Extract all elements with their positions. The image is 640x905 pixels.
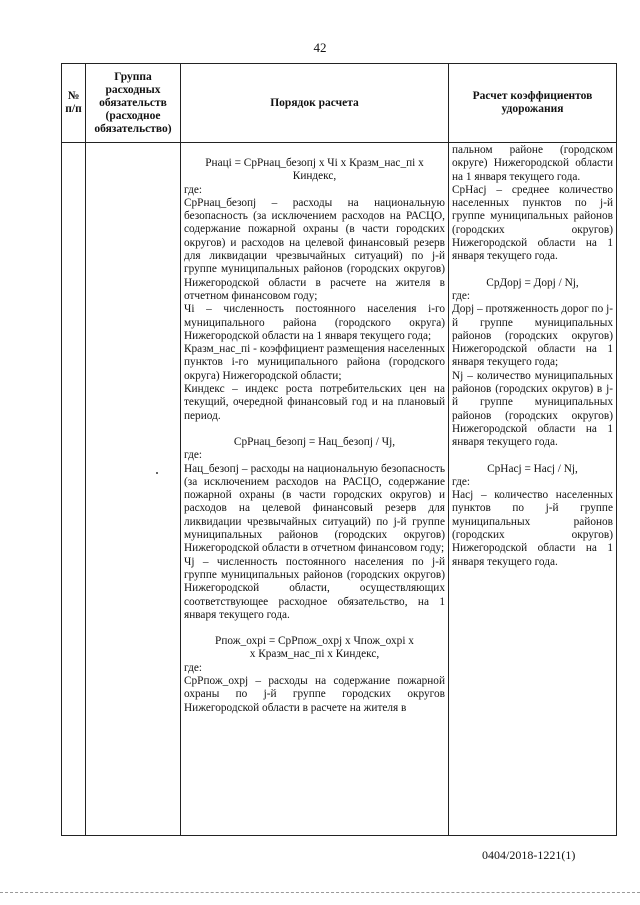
definition-dor: Дорj – протяженность дорог по j-й группе муниципальных районов (городских округов) Нижегородской области на 1 января текущего года;	[452, 303, 613, 369]
cell-num	[62, 143, 86, 836]
header-calc: Расчет коэффициентов удорожания	[449, 64, 617, 143]
header-num: № п/п	[62, 64, 86, 143]
definition-krazm: Кразм_нас_пi - коэффициент размещения населенных пунктов i-го муниципального района (городского округа) Нижегородской области;	[184, 343, 445, 382]
formula-rpozh-line1: Рпож_охрi = СрРпож_охрj х Чпож_охрi х	[215, 635, 414, 648]
page-number: 42	[313, 40, 327, 55]
scan-dot	[156, 472, 158, 474]
calc-text-continued: пальном районе (городском округе) Нижегородской области на 1 января текущего года.	[452, 144, 613, 183]
definition-nj: Nj – количество муниципальных районов (городских округов) в j-й группе муниципальных районов (городских округов) Нижегородской области на 1 января текущего года.	[452, 369, 613, 449]
where-label: где:	[184, 449, 202, 462]
formula-srdor: СрДорj = Дорj / Nj,	[486, 276, 579, 289]
header-group: Группа расходных обязательств (расходное обязательство)	[86, 64, 181, 143]
where-label: где:	[184, 661, 202, 674]
definition-nas: Насj – количество населенных пунктов по j-й группе муниципальных районов (городских округов) Нижегородской области на 1 января текущего года.	[452, 489, 613, 568]
definition-chj: Чj – численность постоянного населения по j-й группе муниципальных районов (городских округов) Нижегородской области, осуществляющих соответствующее расходное обязательство, на 1 января текущего года.	[184, 555, 445, 621]
definition-ch: Чi – численность постоянного населения i-го муниципального района (городского округа) Нижегородской области на 1 января текущего года;	[184, 303, 445, 342]
formula-srnac: СрРнац_безопj = Нац_безопj / Чj,	[233, 435, 396, 448]
table-row	[62, 143, 617, 836]
formula-srnas: СрНасj = Насj / Nj,	[487, 462, 578, 475]
calculation-table	[61, 63, 617, 836]
definition-srpozh: СрРпож_охрj – расходы на содержание пожарной охраны по j-й группе городских округов Нижегородской области в расчете на жителя в	[184, 674, 445, 714]
where-label: где:	[452, 289, 470, 302]
definition-nac: Нац_безопj – расходы на национальную безопасность (за исключением расходов на РАСЦО, содержание пожарной охраны (в части городских округов) и расходов на целевой финансовый резерв для ликвидации чрезвычайных ситуаций) по j-й группе муниципальных районов (городских округов) Нижегородской области в отчетном финансовом году;	[184, 462, 445, 555]
where-label: где:	[452, 475, 470, 488]
where-label: где:	[184, 183, 202, 196]
cell-calc	[449, 143, 617, 836]
cell-order	[181, 143, 449, 836]
formula-rnac: Рнацi = СрРнац_безопj х Чi х Кразм_нас_пi х Киндекс,	[205, 157, 424, 183]
document-code: 0404/2018-1221(1)	[482, 848, 576, 862]
formula-rpozh-line2: х Кразм_нас_пi х Киндекс,	[249, 648, 380, 661]
definition-srnac: СрРнац_безопj – расходы на национальную безопасность (за исключением расходов на РАСЦО, содержание пожарной охраны (в части городских округов) и расходов на целевой финансовый резерв для ликвидации чрезвычайных ситуаций) по j-й группе муниципальных районов (городских округов) Нижегородской области в расчете на жителя в отчетном финансовом году;	[184, 196, 445, 302]
cell-group	[86, 143, 181, 836]
scan-edge-line	[0, 892, 640, 894]
definition-srnas: СрНасj – среднее количество населенных пунктов по j-й группе муниципальных районов (городских округов) Нижегородской области на 1 января текущего года.	[452, 183, 613, 263]
header-order: Порядок расчета	[181, 64, 449, 143]
table-header-row	[62, 64, 617, 143]
definition-kindeks: Киндекс – индекс роста потребительских цен на текущий, очередной финансовый год и на плановый период.	[184, 383, 445, 422]
